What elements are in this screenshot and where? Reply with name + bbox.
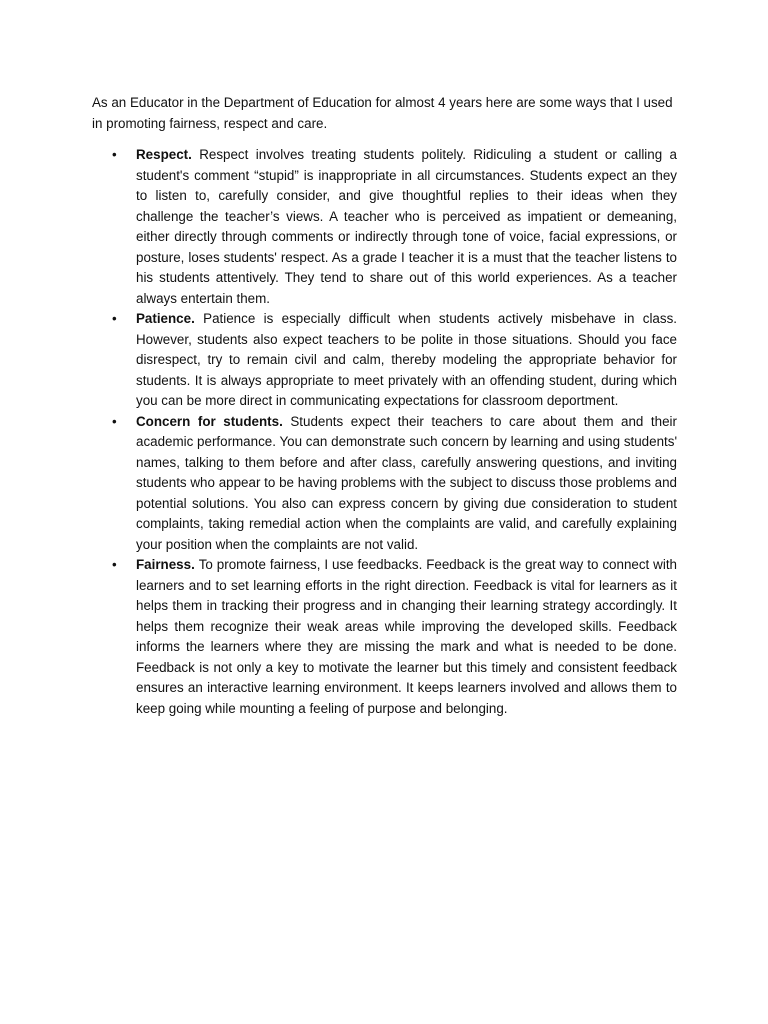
item-term: Fairness. — [136, 557, 199, 572]
list-item-concern — [92, 412, 677, 556]
item-text: Respect involves treating students politely. Ridiculing a student or calling a student's comment “stupid” is inappropriate in all circumstances. Students expect an they to listen to, carefully consider, and give thoughtful replies to their ideas when they challenge the teacher’s views. A teacher who is perceived as impatient or demeaning, either directly through comments or indirectly through tone of voice, facial expressions, or posture, loses students' respect. As a grade I teacher it is a must that the teacher listens to his students attentively. They tend to share out of this world experiences. As a teacher always entertain them. — [136, 147, 678, 306]
bullet-icon: • — [112, 311, 117, 326]
item-term: Respect. — [136, 147, 200, 162]
list-item-patience — [92, 309, 677, 412]
bullet-icon: • — [112, 557, 117, 572]
bullet-list — [92, 145, 677, 719]
item-text: To promote fairness, I use feedbacks. Feedback is the great way to connect with learners and to set learning efforts in the right direction. Feedback is vital for learners as it helps them in tracking their progress and in changing their learning strategy accordingly. It helps them recognize their weak areas while improving the developed skills. Feedback informs the learners where they are missing the mark and what is needed to be done. Feedback is not only a key to motivate the learner but this timely and consistent feedback ensures an interactive learning environment. It keeps learners involved and allows them to keep going while mounting a feeling of purpose and belonging. — [136, 557, 677, 716]
intro-paragraph: As an Educator in the Department of Education for almost 4 years here are some ways that I used in promoting fairness, respect and care. — [92, 95, 673, 131]
bullet-icon: • — [112, 413, 117, 429]
item-text: Students expect their teachers to care about them and their academic performance. You can demonstrate such concern by learning and using students' names, talking to them before and after class, carefully answering questions, and inviting students who appear to be having problems with the subject to discuss those problems and potential solutions. You also can express concern by giving due consideration to student complaints, taking remedial action when the complaints are valid, and carefully explaining your position when the complaints are not valid. — [136, 413, 677, 552]
item-term: Patience. — [136, 311, 204, 326]
bullet-icon: • — [112, 147, 117, 162]
list-item-fairness — [92, 555, 677, 719]
item-term: Concern for students. — [136, 413, 291, 429]
item-text: Patience is especially difficult when students actively misbehave in class. However, students also expect teachers to be polite in those situations. Should you face disrespect, try to remain civil and calm, thereby modeling the appropriate behavior for students. It is always appropriate to meet privately with an offending student, during which you can be more direct in communicating expectations for classroom deportment. — [136, 311, 677, 408]
list-item-respect — [92, 145, 677, 309]
